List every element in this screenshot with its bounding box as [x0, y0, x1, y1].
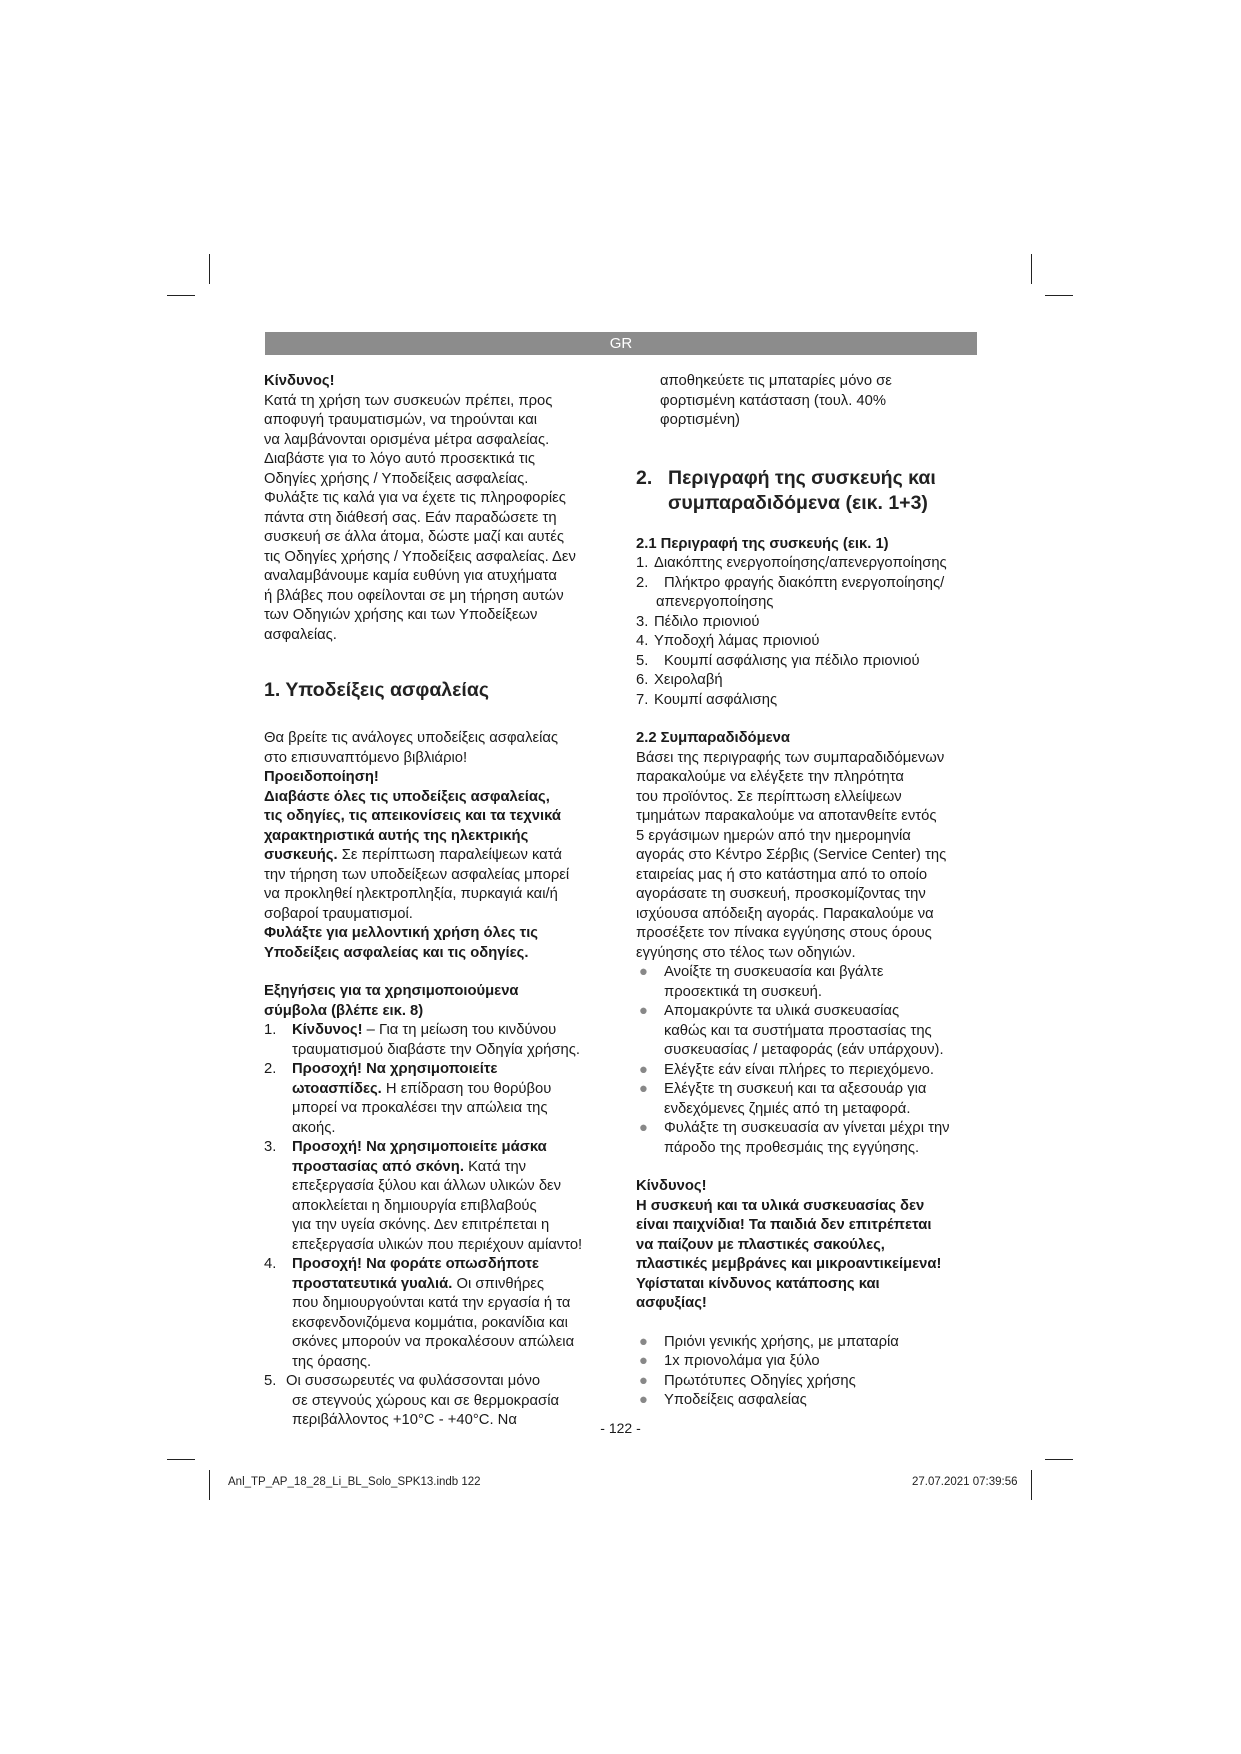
list-number: 6. — [636, 672, 649, 688]
list-number: 2. — [636, 574, 649, 591]
text-line: Οδηγίες χρήσης / Υποδείξεις ασφαλείας. — [264, 470, 529, 487]
text-line: μπορεί να προκαλέσει την απώλεια της — [292, 1100, 548, 1116]
bold-span: προστατευτικά γυαλιά. — [292, 1275, 453, 1292]
text-line: σε στεγνούς χώρους και σε θερμοκρασία — [292, 1392, 560, 1409]
crop-mark — [1045, 1459, 1073, 1460]
list-number: 1. — [636, 555, 649, 571]
text-line: πλαστικές μεμβράνες και μικροαντικείμενα! — [636, 1256, 942, 1272]
bullet-item — [636, 1372, 981, 1392]
text-line: Κατά τη χρήση των συσκευών πρέπει, προς — [264, 392, 553, 409]
left-column — [264, 372, 619, 1431]
text-line: Κουμπί ασφάλισης για πέδιλο πριονιού — [664, 652, 920, 669]
text-line: φορτισμένη) — [660, 412, 740, 428]
bullet-item — [636, 963, 981, 1002]
bold-span: Κίνδυνος! — [292, 1022, 363, 1038]
text-line: πάντα στη διάθεσή σας. Εάν παραδώσετε τη — [264, 509, 557, 526]
list-number: 4. — [636, 633, 649, 649]
text-line: του προϊόντος. Σε περίπτωση ελλείψεων — [636, 788, 902, 805]
list-number: 1. — [264, 1022, 277, 1038]
crop-mark — [1045, 295, 1073, 296]
text-line: Πρωτότυπες Οδηγίες χρήσης — [664, 1372, 856, 1389]
text-line: αποκλείεται η δημιουργία επιβλαβούς — [292, 1197, 537, 1214]
text-line: Βάσει της περιγραφής των συμπαραδιδόμενων — [636, 749, 945, 766]
text-line: που δημιουργούνται κατά την εργασία ή τα — [292, 1295, 571, 1311]
warning-title: Προειδοποίηση! — [264, 769, 379, 785]
language-header-bar — [265, 332, 977, 355]
list-item — [636, 554, 981, 574]
text-line: προσεκτικά τη συσκευή. — [664, 983, 822, 1000]
text-line: για την υγεία σκόνης. Δεν επιτρέπεται η — [292, 1217, 550, 1233]
section-2-heading — [636, 466, 981, 516]
text-line — [264, 846, 619, 866]
text-line: Υποδείξεις ασφαλείας και τις οδηγίες. — [264, 944, 529, 961]
text-line: Πέδιλο πριονιού — [654, 613, 760, 630]
text-line: αποθηκεύετε τις μπαταρίες μόνο σε — [660, 373, 892, 389]
text-line: ενδεχόμενες ζημιές από τη μεταφορά. — [664, 1100, 911, 1117]
list-item — [636, 671, 981, 691]
text-line: της όρασης. — [292, 1353, 372, 1370]
text-line: 5 εργάσιμων ημερών από την ημερομηνία — [636, 827, 911, 844]
text-line: να λαμβάνονται ορισμένα μέτρα ασφαλείας. — [264, 431, 550, 448]
text-span: Οι σπινθήρες — [452, 1275, 544, 1292]
bullet-icon: ● — [639, 1372, 648, 1389]
bold-span: ωτοασπίδες. — [292, 1080, 382, 1097]
text-span: Σε περίπτωση παραλείψεων κατά — [337, 847, 562, 863]
list-number: 5. — [264, 1373, 277, 1389]
text-line: να παίζουν με πλαστικές σακούλες, — [636, 1236, 885, 1253]
list-number: 7. — [636, 691, 649, 708]
subsection-2-1-heading: 2.1 Περιγραφή της συσκευής (εικ. 1) — [636, 535, 889, 552]
crop-mark — [209, 1470, 210, 1500]
text-line: Φυλάξτε τη συσκευασία αν γίνεται μέχρι την — [664, 1120, 950, 1136]
text-line: ασφαλείας. — [264, 626, 337, 643]
list-number: 2. — [264, 1061, 277, 1077]
text-line: Πριόνι γενικής χρήσης, με μπαταρία — [664, 1333, 899, 1350]
text-line: απενεργοποίησης — [656, 594, 774, 610]
text-line: περιβάλλοντος +10°C - +40°C. Να — [292, 1412, 517, 1428]
text-line: Η συσκευή και τα υλικά συσκευασίας δεν — [636, 1197, 925, 1214]
bullet-icon: ● — [639, 1353, 648, 1369]
text-line: Ελέγξτε τη συσκευή και τα αξεσουάρ για — [664, 1081, 927, 1097]
crop-mark — [209, 254, 210, 284]
danger-title: Κίνδυνος! — [636, 1178, 707, 1194]
right-column — [636, 372, 981, 1411]
text-line: τραυματισμού διαβάστε την Οδηγία χρήσης. — [292, 1041, 580, 1058]
text-line: συσκευή σε άλλα άτομα, δώστε μαζί και αυτές — [264, 529, 565, 545]
text-line: Φυλάξτε τις καλά για να έχετε τις πληροφορίες — [264, 490, 566, 506]
text-line: συσκευασίας / μεταφοράς (εάν υπάρχουν). — [664, 1042, 944, 1058]
bullet-icon: ● — [639, 1081, 648, 1097]
bullet-icon: ● — [639, 964, 648, 980]
list-item — [636, 574, 981, 613]
crop-mark — [1031, 254, 1032, 284]
text-line: αποφυγή τραυματισμών, να τηρούνται και — [264, 412, 538, 428]
subsection-2-2-heading: 2.2 Συμπαραδιδόμενα — [636, 730, 790, 746]
danger-title: Κίνδυνος! — [264, 373, 335, 389]
text-line: επεξεργασία ξύλου και άλλων υλικών δεν — [292, 1178, 562, 1194]
page-number: - 122 - — [600, 1420, 641, 1436]
bullet-item — [636, 1061, 981, 1081]
text-line: Διακόπτης ενεργοποίησης/απενεργοποίησης — [654, 555, 947, 571]
text-line: Ελέγξτε εάν είναι πλήρες το περιεχόμενο. — [664, 1061, 934, 1078]
text-line: Πλήκτρο φραγής διακόπτη ενεργοποίησης/ — [664, 574, 945, 591]
section-number: 2. — [636, 466, 653, 489]
bullet-icon: ● — [639, 1061, 648, 1078]
text-line: Προσοχή! Να χρησιμοποιείτε μάσκα — [292, 1139, 547, 1155]
bullet-item — [636, 1080, 981, 1119]
text-line: πάροδο της προθεσμάις της εγγύησης. — [664, 1139, 920, 1156]
text-line: τμημάτων παρακαλούμε να αποτανθείτε εντός — [636, 808, 937, 824]
text-line: χαρακτηριστικά αυτής της ηλεκτρικής — [264, 827, 529, 844]
text-line: Υποδοχή λάμας πριονιού — [654, 633, 820, 649]
text-line: ακοής. — [292, 1119, 336, 1136]
text-line: επεξεργασία υλικών που περιέχουν αμίαντο! — [292, 1236, 583, 1253]
bullet-item — [636, 1352, 981, 1372]
text-line: προσέξετε τον πίνακα εγγύησης στους όρους — [636, 925, 932, 941]
text-line: αγοράσατε τη συσκευή, προσκομίζοντας την — [636, 886, 926, 902]
list-item — [264, 1255, 619, 1372]
text-line: Κουμπί ασφάλισης — [654, 691, 778, 708]
list-item — [636, 691, 981, 711]
list-number: 3. — [264, 1139, 277, 1155]
language-tag: GR — [609, 335, 633, 352]
text-line: στο επισυναπτόμενο βιβλιάριο! — [264, 749, 468, 766]
bullet-icon: ● — [639, 1392, 648, 1408]
text-line: Απομακρύντε τα υλικά συσκευασίας — [664, 1003, 900, 1019]
bullet-icon: ● — [639, 1003, 648, 1019]
footer-datetime: 27.07.2021 07:39:56 — [912, 1476, 1018, 1488]
crop-mark — [167, 295, 195, 296]
text-line: των Οδηγιών χρήσης και των Υποδείξεων — [264, 607, 538, 623]
text-span: Η επίδραση του θορύβου — [381, 1080, 552, 1097]
text-line: ασφυξίας! — [636, 1295, 707, 1311]
text-line: Χειρολαβή — [654, 672, 723, 688]
symbols-heading: σύμβολα (βλέπε εικ. 8) — [264, 1002, 424, 1019]
heading-line: Περιγραφή της συσκευής και — [668, 466, 936, 489]
text-line: ή βλάβες που οφείλονται σε μη τήρηση αυτών — [264, 587, 564, 604]
list-number: 5. — [636, 652, 649, 669]
list-number: 3. — [636, 613, 649, 630]
text-line: παρακαλούμε να ελέγξετε την πληρότητα — [636, 769, 904, 785]
text-line: τις Οδηγίες χρήσης / Υποδείξεις ασφαλείας. Δεν — [264, 548, 576, 565]
text-line: Οι συσσωρευτές να φυλάσσονται μόνο — [286, 1373, 541, 1389]
bullet-item — [636, 1002, 981, 1061]
bullet-item — [636, 1391, 981, 1411]
list-number: 4. — [264, 1256, 277, 1272]
bullet-item — [636, 1119, 981, 1158]
text-line: Διαβάστε για το λόγο αυτό προσεκτικά τις — [264, 451, 536, 467]
text-line: Υποδείξεις ασφαλείας — [664, 1392, 807, 1408]
text-line: εγγύησης στο τέλος των οδηγιών. — [636, 944, 856, 961]
heading-line: συμπαραδιδόμενα (εικ. 1+3) — [668, 491, 928, 514]
text-line: Ανοίξτε τη συσκευασία και βγάλτε — [664, 964, 884, 980]
crop-mark — [1031, 1470, 1032, 1500]
text-line: Υφίσταται κίνδυνος κατάποσης και — [636, 1275, 880, 1292]
list-item — [636, 613, 981, 633]
text-line: σοβαροί τραυματισμοί. — [264, 905, 413, 922]
text-span: Κατά την — [463, 1158, 527, 1175]
text-line: αναλαμβάνουμε καμία ευθύνη για ατυχήματα — [264, 568, 557, 584]
text-line: σκόνες μπορούν να προκαλέσουν απώλεια — [292, 1334, 575, 1350]
text-line: Προσοχή! Να φοράτε οπωσδήποτε — [292, 1256, 539, 1272]
bold-span: προστασίας από σκόνη. — [292, 1158, 464, 1175]
footer-file-info: Anl_TP_AP_18_28_Li_BL_Solo_SPK13.indb 122 — [228, 1476, 481, 1488]
bold-span: συσκευής. — [264, 847, 338, 863]
text-line: Προσοχή! Να χρησιμοποιείτε — [292, 1061, 498, 1077]
list-item — [636, 652, 981, 672]
text-span: – Για τη μείωση του κινδύνου — [362, 1022, 557, 1038]
text-line: φορτισμένη κατάσταση (τουλ. 40% — [660, 392, 887, 409]
text-line: καθώς και τα συστήματα προστασίας της — [664, 1022, 932, 1039]
bullet-item — [636, 1333, 981, 1353]
list-item — [264, 1060, 619, 1138]
list-item — [636, 632, 981, 652]
text-line: είναι παιχνίδια! Τα παιδιά δεν επιτρέπεται — [636, 1217, 932, 1233]
text-line: να προκληθεί ηλεκτροπληξία, πυρκαγιά και/ή — [264, 886, 558, 902]
text-line: ισχύουσα απόδειξη αγοράς. Παρακαλούμε να — [636, 905, 934, 922]
text-line: Θα βρείτε τις ανάλογες υποδείξεις ασφαλείας — [264, 730, 559, 746]
text-line: την τήρηση των υποδείξεων ασφαλείας μπορεί — [264, 866, 570, 883]
text-line: εταιρείας μας ή στο κατάστημα από το οποίο — [636, 866, 928, 883]
list-item — [264, 1021, 619, 1060]
list-item — [264, 1138, 619, 1255]
text-line: αγοράς στο Κέντρο Σέρβις (Service Center) της — [636, 847, 947, 863]
symbols-heading: Εξηγήσεις για τα χρησιμοποιούμενα — [264, 983, 519, 999]
bullet-icon: ● — [639, 1333, 648, 1350]
text-line: Φυλάξτε για μελλοντική χρήση όλες τις — [264, 925, 539, 941]
text-line: 1x πριονολάμα για ξύλο — [664, 1353, 820, 1369]
text-line: Διαβάστε όλες τις υποδείξεις ασφαλείας, — [264, 788, 550, 805]
crop-mark — [167, 1459, 195, 1460]
text-line: τις οδηγίες, τις απεικονίσεις και τα τεχνικά — [264, 808, 561, 824]
bullet-icon: ● — [639, 1120, 648, 1136]
text-line: εκσφενδονιζόμενα κομμάτια, ροκανίδια και — [292, 1314, 568, 1331]
section-1-heading: 1. Υποδείξεις ασφαλείας — [264, 679, 489, 701]
